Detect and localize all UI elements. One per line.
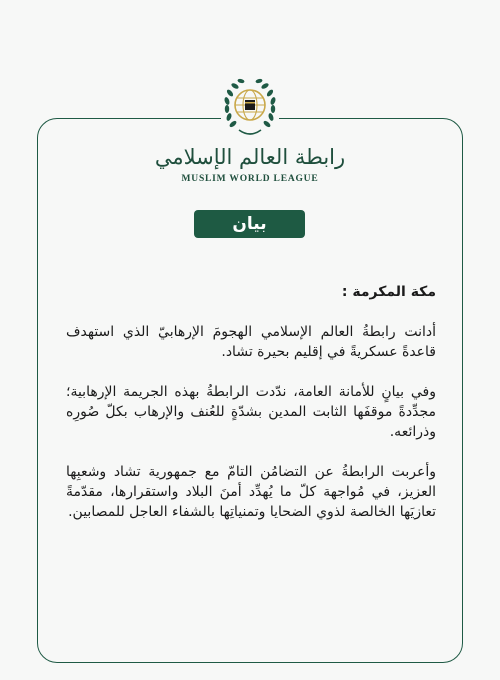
org-name-arabic: رابطة العالم الإسلامي [154, 145, 346, 169]
statement-body [66, 282, 436, 542]
mwl-emblem-icon [221, 72, 279, 142]
organization-logo [0, 142, 500, 184]
statement-badge: بيان [194, 210, 305, 238]
paragraph: أدانت رابطةُ العالم الإسلامي الهجومَ الإرهابيّ الذي استهدف قاعدةً عسكريةً في إقليم بحيرة تشاد. [66, 324, 436, 360]
org-name-english: MUSLIM WORLD LEAGUE [181, 174, 319, 184]
paragraph: وفي بيانٍ للأمانة العامة، ندّدت الرابطةُ بهذه الجريمة الإرهابية؛ مجدِّدةً موقفَها الثابت المدين بشدّةٍ للعُنف والإرهاب بكلّ صُورِه وذرائعه. [66, 384, 436, 440]
paragraph: وأعربت الرابطةُ عن التضامُن التامّ مع جمهورية تشاد وشعبِها العزيز، في مُواجهة كلّ ما يُهدِّد أمنَ البلاد واستقرارها، مقدّمةً تعازيَها الخالصة لذوي الضحايا وتمنياتِها بالشفاء العاجل للمصابين. [66, 464, 436, 520]
dateline: مكة المكرمة : [341, 284, 436, 300]
